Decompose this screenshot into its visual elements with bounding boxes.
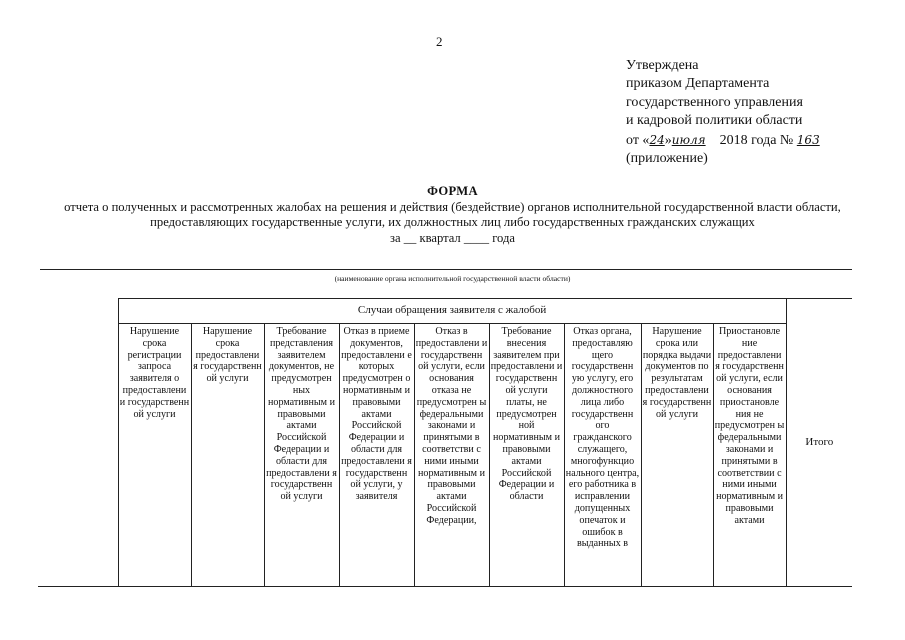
approval-line-1: Утверждена [626,58,699,73]
approval-date-line [626,131,886,150]
column-header-9: Приостановле ние предоставлени я государственн ой услуги, если основания приостановле ния не предусмотрен ы федеральными законами и принятыми в соответствии с ними иными нормативным и правовыми актами [713,324,786,587]
org-name-line [40,269,852,270]
column-header-5: Отказ в предоставлени и государственн ой услуги, если основания отказа не предусмотрен ы федеральными законами и принятыми в соответстви с ними иными нормативным и правовыми актами Российской Федерации, [414,324,489,587]
org-name-caption: (наименование органа исполнительной государственной власти области) [334,274,571,283]
year-text: 2018 года № [719,132,794,148]
table-header-row [38,299,852,324]
group-header: Случаи обращения заявителя с жалобой [118,299,786,324]
form-title-block [0,184,905,246]
date-prefix: от « [626,132,650,148]
handwritten-order-number: 163 [796,132,820,147]
approval-stamp [626,57,886,168]
handwritten-month: июля [671,132,706,147]
column-header-7: Отказ органа, предоставляю щего государственн ую услугу, его должностного лица либо государственн ого гражданского служащего, многофункцио нального центра, его работника в исправлении допущенных опечаток и ошибок в выданных в [564,324,641,587]
approval-line-2: приказом Департамента [626,76,770,92]
table-columns-row [38,324,852,587]
column-header-2: Нарушение срока предоставлени я государственн ой услуги [191,324,264,587]
complaints-table [38,298,852,587]
total-header: Итого [786,299,852,587]
column-header-6: Требование внесения заявителем при предоставлени и государственн ой услуги платы, не предусмотрен ной нормативным и правовыми актами Российской Федерации и области [489,324,564,587]
page-number: 2 [436,34,443,49]
report-table [38,298,852,598]
handwritten-day: 24 [649,132,665,147]
approval-line-3: государственного управления [626,94,803,110]
approval-line-6: (приложение) [626,151,708,167]
column-header-1: Нарушение срока регистрации запроса заявителя о предоставлени и государственн ой услуги [118,324,191,587]
form-heading: ФОРМА [427,184,478,198]
form-title-line-3: за __ квартал ____ года [390,230,515,245]
column-header-3: Требование представления заявителем документов, не предусмотрен ных нормативным и правовыми актами Российской Федерации и области для предоставлени я государственн ой услуги [264,324,339,587]
form-title-line-1: отчета о полученных и рассмотренных жалобах на решения и действия (бездействие) органов исполнительной государственной власти области, [64,199,841,214]
date-mid: » [664,132,672,148]
approval-line-4: и кадровой политики области [626,113,803,129]
table-empty-corner [38,299,118,587]
column-header-8: Нарушение срока или порядка выдачи документов по результатам предоставлени я государственн ой услуги [641,324,713,587]
form-title-line-2: предоставляющих государственные услуги, их должностных лиц либо государственных гражданских служащих [150,215,755,230]
column-header-4: Отказ в приеме документов, предоставлени е которых предусмотрен о нормативным и правовыми актами Российской Федерации и области для предоставлени я государственн ой услуги, у заявителя [339,324,414,587]
